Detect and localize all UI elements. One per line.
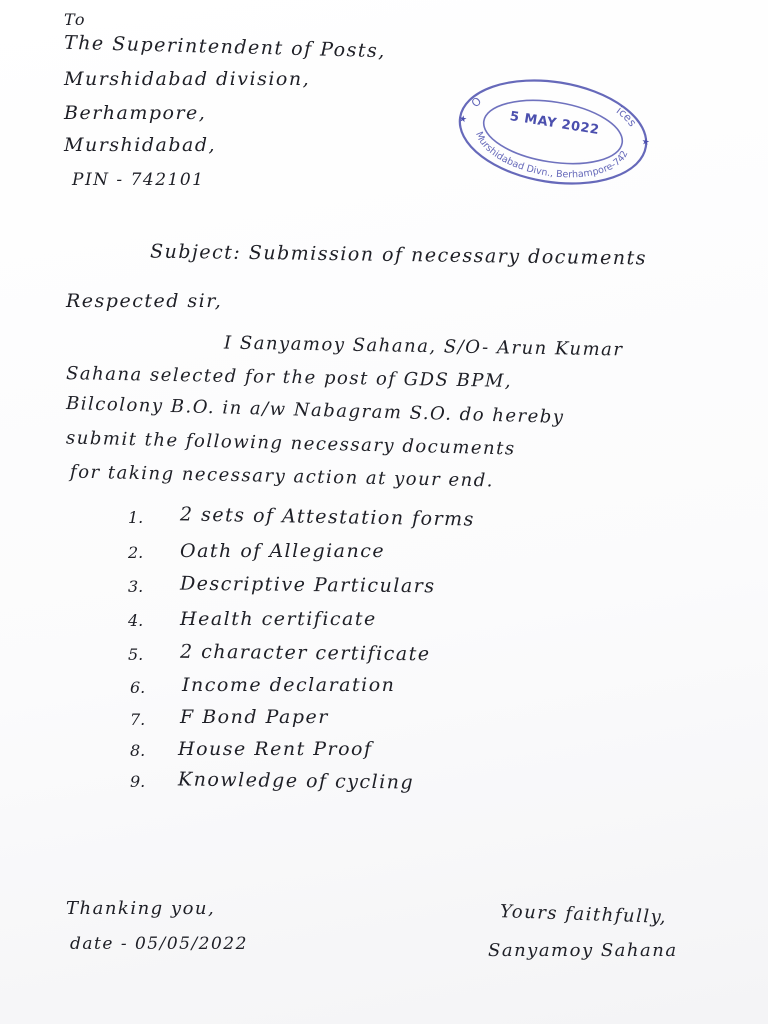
salutation: Respected sir,: [66, 290, 223, 312]
body-line-3: Bilcolony B.O. in a/w Nabagram S.O. do hereby: [65, 393, 565, 428]
signature: Sanyamoy Sahana: [488, 940, 678, 961]
list-item-number: 2.: [128, 543, 144, 562]
body-line-4: submit the following necessary documents: [65, 427, 516, 460]
list-item-text: Knowledge of cycling: [177, 768, 415, 794]
stamp-ring-top-right: ices: [613, 103, 640, 130]
address-line-5: PIN - 742101: [72, 170, 205, 190]
body-line-2: Sahana selected for the post of GDS BPM,: [65, 363, 513, 392]
stamp-date: 5 MAY 2022: [508, 109, 601, 139]
date-line: date - 05/05/2022: [70, 934, 248, 954]
list-item-text: F Bond Paper: [180, 706, 329, 728]
svg-text:O: [468, 94, 486, 111]
list-item-text: Oath of Allegiance: [180, 540, 386, 562]
subject-line: Subject: Submission of necessary documents: [149, 240, 648, 270]
list-item-text: House Rent Proof: [178, 738, 373, 760]
list-item-text: Descriptive Particulars: [179, 572, 436, 598]
sign-off: Yours faithfully,: [499, 901, 668, 928]
list-item-text: 2 character certificate: [179, 640, 431, 666]
address-line-3: Berhampore,: [64, 102, 207, 124]
list-item-number: 4.: [128, 611, 144, 630]
list-item-number: 3.: [128, 577, 144, 596]
list-item-text: Income declaration: [182, 674, 396, 696]
post-office-stamp: [449, 57, 657, 198]
list-item-number: 8.: [130, 741, 146, 760]
list-item-number: 6.: [130, 678, 146, 697]
star-icon: ★: [458, 114, 468, 126]
stamp-ring-icon: [449, 57, 657, 198]
star-icon: ★: [640, 137, 651, 149]
list-item-number: 7.: [130, 710, 146, 729]
list-item-number: 9.: [130, 772, 146, 791]
body-line-1: I Sanyamoy Sahana, S/O- Arun Kumar: [223, 332, 624, 361]
stamp-ring-bottom: Murshidabad Divn., Berhampore-742101: [461, 57, 631, 181]
thanks-line: Thanking you,: [66, 898, 216, 919]
address-line-2: Murshidabad division,: [64, 68, 311, 90]
list-item-number: 1.: [128, 508, 144, 527]
address-line-1: The Superintendent of Posts,: [63, 31, 387, 63]
address-line-4: Murshidabad,: [64, 134, 217, 156]
stamp-ring-top: O: [468, 94, 485, 111]
list-item-number: 5.: [128, 645, 144, 664]
body-line-5: for taking necessary action at your end.: [69, 461, 495, 492]
list-item-text: Health certificate: [180, 608, 377, 630]
list-item-text: 2 sets of Attestation forms: [179, 503, 476, 531]
address-to: To: [64, 10, 87, 29]
